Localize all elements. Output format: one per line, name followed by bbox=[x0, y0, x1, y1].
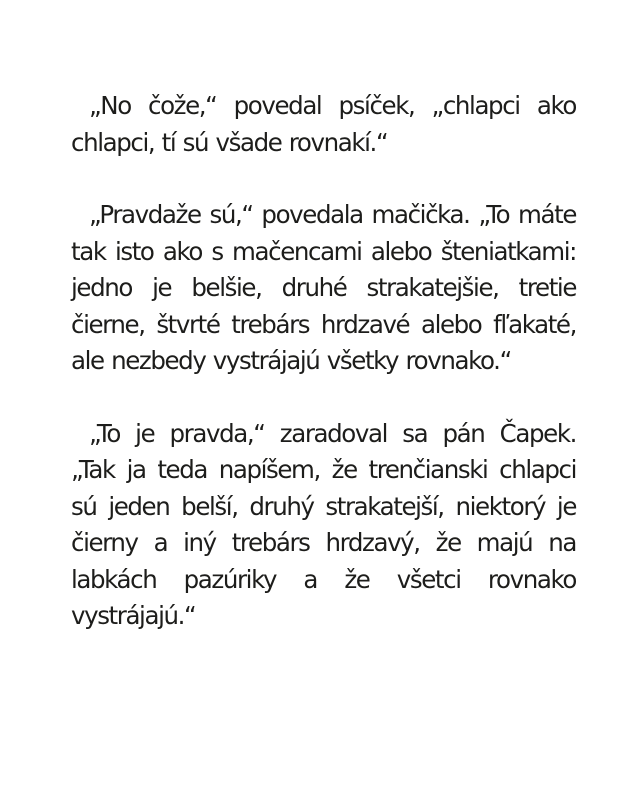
book-page bbox=[71, 88, 576, 635]
paragraph-dog: „No čože,“ povedal psíček, „chlapci ako chlapci, tí sú všade rovnakí.“ bbox=[71, 91, 576, 157]
paragraph-cat: „Pravdaže sú,“ povedala mačička. „To máte tak isto ako s mačencami alebo šteniatkami: jedno je belšie, druhé strakatejšie, tretie čierne, štvrté trebárs hrdzavé alebo fľakaté, ale nezbedy vystrájajú všetky rovnako.“ bbox=[71, 200, 576, 375]
paragraph-capek: „To je pravda,“ zaradoval sa pán Čapek. „Tak ja teda napíšem, že trenčianski chlapci sú jeden belší, druhý strakatejší, niektorý je čierny a iný trebárs hrdzavý, že majú na labkách pazúriky a že všetci rovnako vystrájajú.“ bbox=[71, 418, 576, 630]
